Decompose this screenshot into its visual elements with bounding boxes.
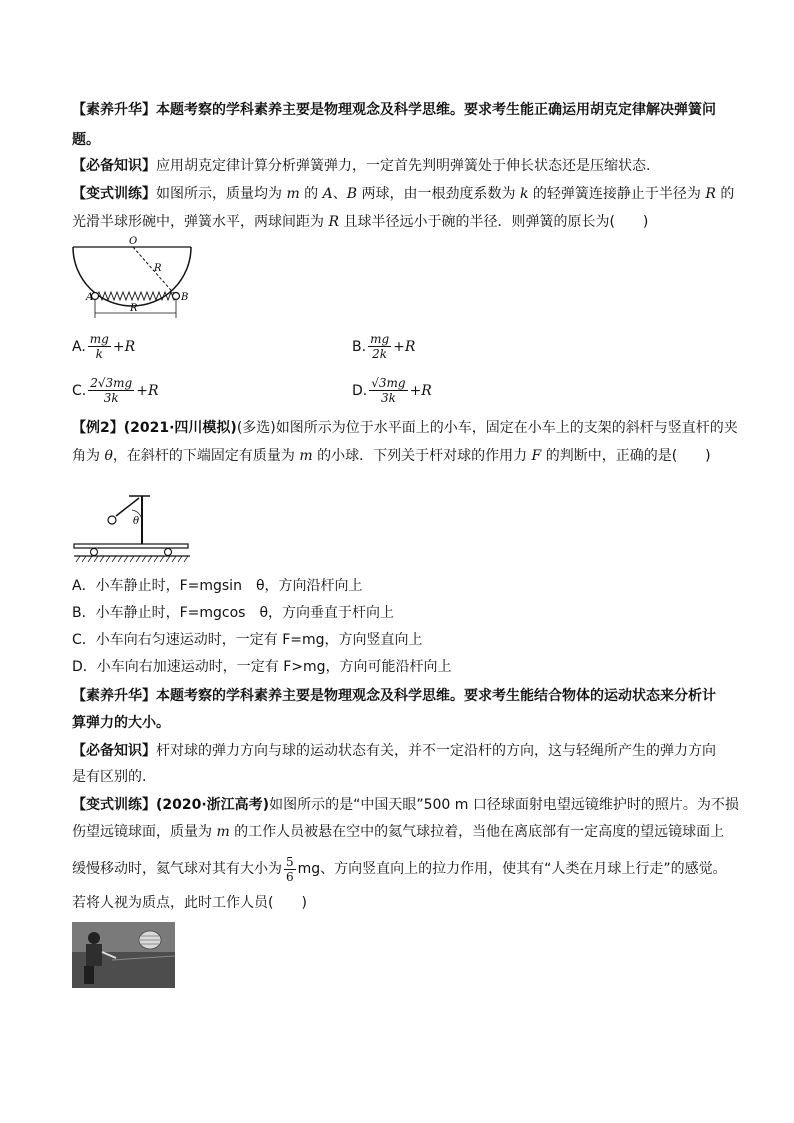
text-run: 的小球．下列关于杆对球的作用力 [312,448,532,464]
denominator: 2k [372,347,388,361]
q2-sy-line-2 [72,713,170,733]
fraction [369,376,407,405]
numerator: mg [370,332,390,346]
fraction-5-6 [284,855,296,884]
telescope-maintenance-photo [72,922,175,988]
wheel-left [91,549,98,556]
paragraph-text: 若将人视为质点，此时工作人员( ) [72,895,307,911]
fraction [368,332,391,361]
ground-hatch [76,556,188,562]
paragraph-text: 是有区别的. [72,769,147,785]
denominator: k [95,347,103,361]
label-theta: θ [133,516,140,527]
option-label: A. [72,338,86,355]
worker-head [88,932,100,944]
choice-D[interactable] [72,657,452,677]
label-R-distance: R [130,303,138,314]
var-k: k [519,186,529,202]
paragraph-text: 本题考察的学科素养主要是物理观念及科学思维。要求考生能正确运用胡克定律解决弹簧问 [156,102,716,118]
text-run: 的判断中，正确的是( ) [541,448,711,464]
text-run: 且球半径远小于碗的半径．则弹簧的原长为( ) [339,214,649,230]
fraction [88,376,134,405]
numerator: 5 [286,854,294,869]
paragraph-text: (多选)如图所示为位于水平面上的小车，固定在小车上的支架的斜杆与竖直杆的夹 [236,420,738,436]
text-run: 两球，由一根劲度系数为 [357,186,520,202]
q1-line-2 [72,130,100,150]
text-run: 、 [332,186,347,202]
paragraph-text: 杆对球的弹力方向与球的运动状态有关，并不一定沿杆的方向，这与轻绳所产生的弹力方向 [156,743,716,759]
var-R: R [328,214,339,230]
paragraph-text: 如图所示的是“中国天眼”500 m 口径球面射电望远镜维护时的照片。为不损 [269,797,739,813]
var-theta: θ [104,448,113,464]
ball [108,516,116,524]
q2-sy-line-1 [72,686,716,706]
cart-body [74,544,188,548]
section-tag: 【变式训练】 [72,797,156,813]
q2-bb-line-1 [72,741,716,761]
denominator: 6 [286,869,294,884]
option-B[interactable] [352,332,415,361]
var-B: B [346,186,358,202]
text-run: 的工作人员被悬在空中的氦气球拉着，当他在离底部有一定高度的望远镜球面上 [229,824,725,840]
option-D[interactable] [352,376,432,405]
ball-B [173,293,180,300]
choice-text: A．小车静止时，F=mgsin θ，方向沿杆向上 [72,578,363,594]
q1-line-1 [72,100,716,120]
bowl-figure [64,236,196,320]
option-C[interactable] [72,376,159,405]
section-tag: 【素养升华】 [72,102,156,118]
option-A[interactable] [72,332,135,361]
photo-illustration [72,922,175,988]
section-tag: 【变式训练】 [72,186,156,202]
slanted-rod [116,498,139,516]
var-R: R [705,186,716,202]
option-tail: +R [112,338,136,355]
choice-C[interactable] [72,630,423,650]
var-A: A [322,186,333,202]
text-run: 伤望远镜球面，质量为 [72,824,217,840]
label-A: A [86,292,94,303]
source-tag: (2020·浙江高考) [156,797,270,813]
q2-bs-line-4 [72,893,307,913]
cart-figure [70,490,194,566]
choice-A[interactable] [72,576,363,596]
section-tag: 【必备知识】 [72,743,156,759]
label-O: O [129,236,138,247]
var-m: m [216,824,230,840]
numerator: mg [89,332,109,346]
fraction [88,332,111,361]
label-B: B [181,292,189,303]
text-run: 缓慢移动时，氦气球对其有大小为 [72,861,282,877]
denominator: 3k [103,391,119,405]
paragraph-text: 算弹力的大小。 [72,715,170,731]
text-run: 光滑半球形碗中，弹簧水平，两球间距为 [72,214,329,230]
text-run: 如图所示，质量均为 [156,186,287,202]
q2-bs-line-3 [72,852,727,886]
q2-line-1 [72,418,738,438]
option-tail: +R [393,338,416,355]
q2-bb-line-2 [72,767,146,787]
text-run: 的 [715,186,735,202]
text-run: ，在斜杆的下端固定有质量为 [112,448,300,464]
paragraph-text: 本题考察的学科素养主要是物理观念及科学思维。要求考生能结合物体的运动状态来分析计 [156,688,716,704]
paragraph-text: 应用胡克定律计算分析弹簧弹力，一定首先判明弹簧处于伸长状态还是压缩状态. [156,158,651,174]
text-run: mg、方向竖直向上的拉力作用，使其有“人类在月球上行走”的感觉。 [297,861,727,877]
q1-line-3 [72,156,650,176]
choice-B[interactable] [72,603,394,623]
option-label: C. [72,382,87,399]
choice-text: D．小车向右加速运动时，一定有 F>mg，方向可能沿杆向上 [72,659,452,675]
paragraph-text: 题。 [72,132,100,148]
q1-line-5 [72,212,648,232]
q2-bs-line-2 [72,822,724,842]
choice-text: C．小车向右匀速运动时，一定有 F=mg，方向竖直向上 [72,632,423,648]
var-m: m [286,186,300,202]
text-run: 的轻弹簧连接静止于半径为 [528,186,706,202]
q2-bs-line-1 [72,795,739,815]
section-tag: 【必备知识】 [72,158,156,174]
wheel-right [165,549,172,556]
section-tag: 【例2】 [72,420,124,436]
denominator: 3k [380,391,396,405]
var-F: F [531,448,542,464]
option-label: D. [352,382,368,399]
q2-line-2 [72,446,711,466]
worker-body [86,944,102,966]
choice-text: B．小车静止时，F=mgcos θ，方向垂直于杆向上 [72,605,395,621]
text-run: 角为 [72,448,105,464]
numerator: √3mg [371,376,406,390]
source-tag: (2021·四川模拟) [123,420,237,436]
label-R-radius: R [154,263,162,274]
section-tag: 【素养升华】 [72,688,156,704]
text-run: 的 [299,186,323,202]
var-m: m [299,448,313,464]
option-label: B. [352,338,367,355]
option-tail: +R [136,382,159,399]
numerator: 2√3mg [90,376,133,390]
option-tail: +R [409,382,432,399]
q1-line-4 [72,184,734,204]
